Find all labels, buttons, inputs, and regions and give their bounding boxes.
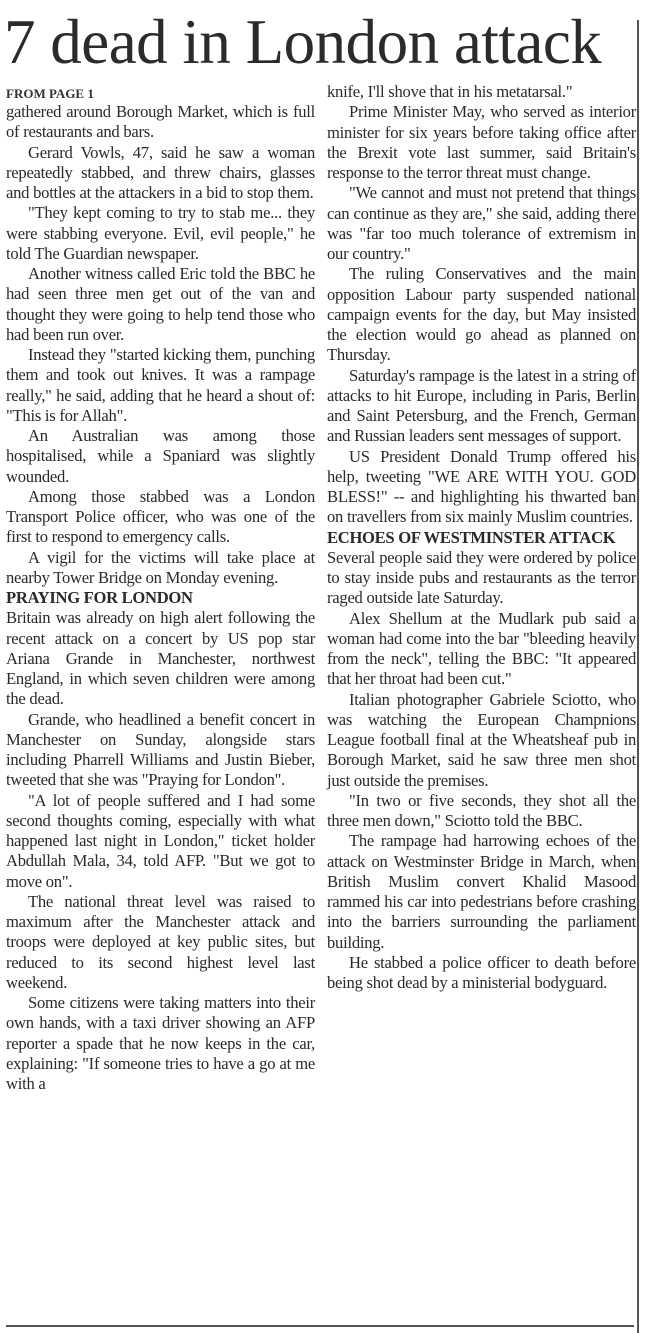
paragraph: knife, I'll shove that in his metatarsal." <box>327 82 573 101</box>
paragraph: He stabbed a police officer to death before being shot dead by a ministerial bodyguard. <box>327 952 636 992</box>
paragraph: Gerard Vowls, 47, said he saw a woman repeatedly stabbed, and threw chairs, glasses and bottles at the attackers in a bid to stop them. <box>6 142 315 202</box>
paragraph: The ruling Conservatives and the main opposition Labour party suspended national campaign events for the day, but May insisted the election would go ahead as planned on Thursday. <box>327 264 636 365</box>
continuation-label: FROM PAGE 1 <box>6 86 94 101</box>
section-heading: PRAYING FOR LONDON <box>6 588 193 607</box>
paragraph: Among those stabbed was a London Transport Police officer, who was one of the first to respond to emergency calls. <box>6 486 315 547</box>
paragraph: Italian photographer Gabriele Sciotto, who was watching the European Champnions League football final at the Wheatsheaf pub in Borough Market, said he saw three men shot just outside the premises. <box>327 689 636 790</box>
bottom-rule <box>6 1325 634 1327</box>
article-column-right <box>327 82 636 993</box>
paragraph: Saturday's rampage is the latest in a string of attacks to hit Europe, including in Paris, Berlin and Saint Petersburg, and the French, German and Russian leaders sent messages of support. <box>327 365 636 446</box>
column-rule <box>637 20 639 1333</box>
paragraph: "They kept coming to try to stab me... they were stabbing everyone. Evil, evil people," he told The Guardian newspaper. <box>6 203 315 263</box>
paragraph: Prime Minister May, who served as interior minister for six years before taking office after the Brexit vote last summer, said Britain's response to the terror threat must change. <box>327 102 636 182</box>
paragraph: Alex Shellum at the Mudlark pub said a woman had come into the bar "bleeding heavily from the neck", telling the BBC: "It appeared that her throat had been cut." <box>327 608 636 689</box>
paragraph: An Australian was among those hospitalised, while a Spaniard was slightly wounded. <box>6 426 315 486</box>
section-heading: ECHOES OF WESTMINSTER ATTACK <box>327 527 616 547</box>
paragraph: "A lot of people suffered and I had some second thoughts coming, especially with what happened last night in London," ticket holder Abdullah Mala, 34, told AFP. "But we got to move on". <box>6 790 315 891</box>
paragraph: gathered around Borough Market, which is full of restaurants and bars. <box>6 102 315 142</box>
paragraph: Another witness called Eric told the BBC he had seen three men get out of the van and thought they were going to help tend those who had been run over. <box>6 264 315 344</box>
paragraph: Some citizens were taking matters into their own hands, with a taxi driver showing an AFP reporter a spade that he now keeps in the car, explaining: "If someone tries to have a go at me with a <box>6 993 315 1093</box>
headline: 7 dead in London attack <box>4 7 602 77</box>
paragraph: The rampage had harrowing echoes of the attack on Westminster Bridge in March, when British Muslim convert Khalid Masood rammed his car into pedestrians before crashing into the barriers surrounding the parliament building. <box>327 831 636 952</box>
paragraph: Britain was already on high alert following the recent attack on a concert by US pop star Ariana Grande in Manchester, northwest England, in which seven children were among the dead. <box>6 608 315 709</box>
paragraph: Grande, who headlined a benefit concert in Manchester on Sunday, alongside stars including Pharrell Williams and Justin Bieber, tweeted that she was "Praying for London". <box>6 709 315 790</box>
paragraph: Instead they "started kicking them, punching them and took out knives. It was a rampage really," he said, adding that he heard a shout of: "This is for Allah". <box>6 345 315 425</box>
paragraph: "We cannot and must not pretend that things can continue as they are," she said, adding there was "far too much tolerance of extremism in our country." <box>327 183 636 263</box>
paragraph: A vigil for the victims will take place at nearby Tower Bridge on Monday evening. <box>6 547 315 587</box>
paragraph: US President Donald Trump offered his help, tweeting "WE ARE WITH YOU. GOD BLESS!" -- and highlighting his thwarted ban on travellers from six mainly Muslim countries. <box>327 446 636 527</box>
paragraph: "In two or five seconds, they shot all the three men down," Sciotto told the BBC. <box>327 790 636 830</box>
paragraph: The national threat level was raised to maximum after the Manchester attack and troops were deployed at key public sites, but reduced to its second highest level last weekend. <box>6 891 315 992</box>
article-column-left <box>6 82 315 1094</box>
paragraph: Several people said they were ordered by police to stay inside pubs and restaurants as the terror raged outside late Saturday. <box>327 547 636 608</box>
